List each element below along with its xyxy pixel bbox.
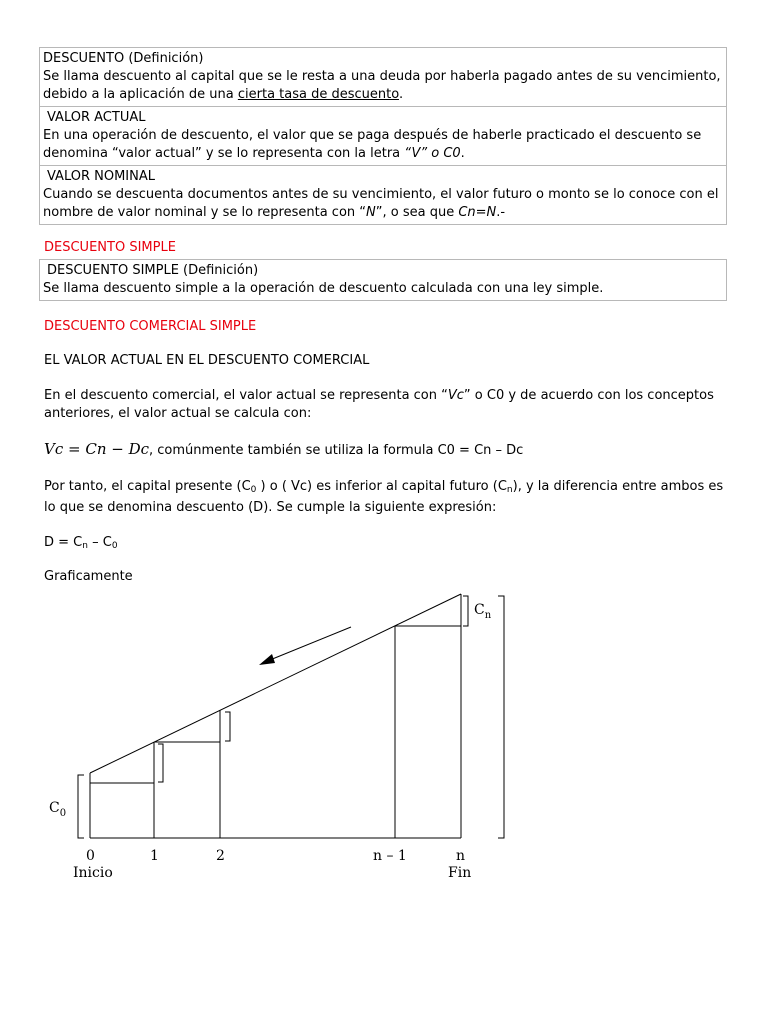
simple-definition-table: [39, 259, 727, 301]
tasa-descuento-link[interactable]: cierta tasa de descuento: [237, 87, 399, 102]
bracket-step-1: [158, 744, 163, 782]
def-valor-nominal: [40, 166, 726, 224]
def-descuento-simple-body: Se llama descuento simple a la operación de descuento calculada con una ley simple.: [43, 281, 604, 296]
tick-1: 1: [150, 848, 159, 864]
paragraph-valor-actual: En el descuento comercial, el valor actual se representa con “Vc” o C0 y de acuerdo con los conceptos anteriores, el valor actual se calcula con:: [44, 388, 714, 421]
def-descuento-simple-title: DESCUENTO SIMPLE (Definición): [47, 263, 259, 278]
label-fin: Fin: [448, 865, 472, 881]
formula-main: Vc = Cn − Dc: [44, 440, 150, 458]
discount-arrow-head: [259, 654, 275, 665]
def-valor-actual-body: En una operación de descuento, el valor que se paga después de haberle practicado el descuento se denomina “valor actual” y se lo representa con la letra “V” o C0.: [43, 128, 702, 161]
def-descuento-simple: [40, 260, 726, 300]
section-heading-descuento-simple: DESCUENTO SIMPLE: [44, 240, 176, 255]
tick-n-1: n – 1: [373, 848, 407, 864]
definitions-table: [39, 47, 727, 225]
valor-actual-heading: EL VALOR ACTUAL EN EL DESCUENTO COMERCIAL: [44, 353, 370, 368]
expression-d: $D = C_n - C_0$: [44, 535, 118, 551]
def-descuento-title: DESCUENTO (Definición): [43, 51, 204, 66]
def-valor-nominal-body: Cuando se descuenta documentos antes de su vencimiento, el valor futuro o monto se lo conoce con el nombre de valor nominal y se lo representa con “N”, o sea que Cn=N.-: [43, 187, 719, 220]
tick-n: n: [456, 848, 466, 864]
formula-line: [44, 440, 523, 460]
bracket-total: [498, 596, 504, 838]
bracket-cn: [463, 596, 468, 626]
tick-0: 0: [86, 848, 95, 864]
paragraph-capital: Por tanto, el capital presente ($C_0$ ) o ( Vc) es inferior al capital futuro $(C_n)$, y la diferencia entre ambos es lo que se denomina descuento (D). Se cumple la siguiente expresión:: [44, 479, 724, 515]
tick-2: 2: [216, 848, 225, 864]
def-valor-nominal-title: VALOR NOMINAL: [47, 169, 155, 184]
formula-tail: , comúnmente también se utiliza la formula C0 = Cn – Dc: [149, 443, 524, 458]
bracket-c0: [78, 775, 84, 838]
graficamente-label: Graficamente: [44, 569, 133, 584]
capital-growth-line: [90, 594, 461, 773]
label-inicio: Inicio: [73, 865, 113, 881]
def-descuento-body: Se llama descuento al capital que se le resta a una deuda por haberla pagado antes de su vencimiento, debido a la aplicación de una cierta tasa de descuento.: [43, 69, 721, 102]
def-valor-actual: [40, 107, 726, 166]
def-valor-actual-title: VALOR ACTUAL: [47, 110, 146, 125]
label-cn: $C_n$: [474, 602, 492, 621]
label-c0: $C_0$: [49, 800, 67, 819]
def-descuento: [40, 48, 726, 107]
bracket-step-2: [225, 712, 230, 741]
discount-arrow-line: [265, 627, 351, 662]
section-heading-comercial: DESCUENTO COMERCIAL SIMPLE: [44, 319, 257, 334]
